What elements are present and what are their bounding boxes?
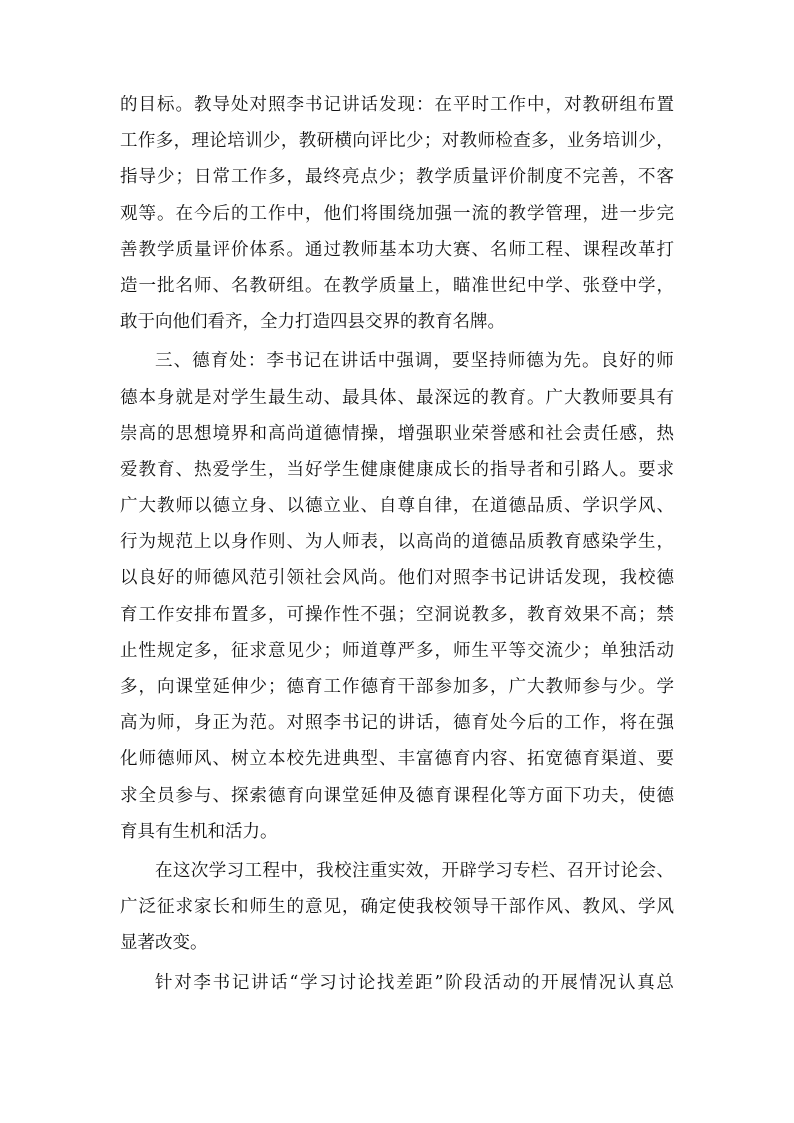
text-line: 育具有生机和活力。 <box>120 821 278 842</box>
text-line: 止 性 规 定 多 ， 征 求 意 见 少 ； 师 道 尊 严 多 ， 师 生 平 等 交 流 少 ； 单 独 活 动 <box>120 640 674 661</box>
text-line: 高 为 师 ， 身 正 为 范 。 对 照 李 书 记 的 讲 话 ， 德 育 处 今 后 的 工 作 ， 将 在 强 <box>120 713 674 734</box>
text-line: 敢于向他们看齐，全力打造四县交界的教育名牌。 <box>120 312 505 333</box>
text-line: 多 ， 向 课 堂 延 伸 少 ； 德 育 工 作 德 育 干 部 参 加 多 ， 广 大 教 师 参 与 少 。 学 <box>120 677 674 697</box>
text-line: 的 目 标 。 教 导 处 对 照 李 书 记 讲 话 发 现 ： 在 平 时 工 作 中 ， 对 教 研 组 布 置 <box>120 95 674 115</box>
text-line: 善 教 学 质 量 评 价 体 系 。 通 过 教 师 基 本 功 大 赛 、 名 师 工 程 、 课 程 改 革 打 <box>120 239 674 260</box>
text-line: 以 良 好 的 师 德 风 范 引 领 社 会 风 尚 。 他 们 对 照 李 书 记 讲 话 发 现 ， 我 校 德 <box>120 568 674 589</box>
text-line: 造 一 批 名 师 、 名 教 研 组 。 在 教 学 质 量 上 ， 瞄 准 世 纪 中 学 、 张 登 中 学 ， <box>120 275 674 296</box>
text-line: 行 为 规 范 上 以 身 作 则 、 为 人 师 表 ， 以 高 尚 的 道 德 品 质 教 育 感 染 学 生 ， <box>120 532 674 553</box>
text-line: 在 这 次 学 习 工 程 中 ， 我 校 注 重 实 效 ， 开 辟 学 习 专 栏 、 召 开 讨 论 会 、 <box>155 860 674 881</box>
text-line: 求 全 员 参 与 、 探 索 德 育 向 课 堂 延 伸 及 德 育 课 程 化 等 方 面 下 功 夫 ， 使 德 <box>120 785 674 806</box>
text-line: 三 、 德 育 处 ： 李 书 记 在 讲 话 中 强 调 ， 要 坚 持 师 德 为 先 。 良 好 的 师 <box>155 351 674 372</box>
body-text <box>120 87 674 1001</box>
text-line: 工 作 多 ， 理 论 培 训 少 ， 教 研 横 向 评 比 少 ； 对 教 师 检 查 多 ， 业 务 培 训 少 ， <box>120 131 674 152</box>
text-line: 显著改变。 <box>120 933 208 954</box>
text-line: 广 泛 征 求 家 长 和 师 生 的 意 见 ， 确 定 使 我 校 领 导 干 部 作 风 、 教 风 、 学 风 <box>120 897 674 918</box>
text-line: 化 师 德 师 风 、 树 立 本 校 先 进 典 型 、 丰 富 德 育 内 容 、 拓 宽 德 育 渠 道 、 要 <box>120 749 674 770</box>
text-line: 观 等 。 在 今 后 的 工 作 中 ， 他 们 将 围 绕 加 强 一 流 的 教 学 管 理 ， 进 一 步 完 <box>120 203 674 224</box>
text-line: 指 导 少 ； 日 常 工 作 多 ， 最 终 亮 点 少 ； 教 学 质 量 评 价 制 度 不 完 善 ， 不 客 <box>120 167 674 188</box>
text-line: 广 大 教 师 以 德 立 身 、 以 德 立 业 、 自 尊 自 律 ， 在 道 德 品 质 、 学 识 学 风 、 <box>120 496 674 517</box>
text-line: 针 对 李 书 记 讲 话 “ 学 习 讨 论 找 差 距 ” 阶 段 活 动 的 开 展 情 况 认 真 总 <box>155 972 674 993</box>
text-line: 育 工 作 安 排 布 置 多 ， 可 操 作 性 不 强 ； 空 洞 说 教 多 ， 教 育 效 果 不 高 ； 禁 <box>120 604 674 625</box>
text-line: 崇 高 的 思 想 境 界 和 高 尚 道 德 情 操 ， 增 强 职 业 荣 誉 感 和 社 会 责 任 感 ， 热 <box>120 423 674 444</box>
text-line: 爱 教 育 、 热 爱 学 生 ， 当 好 学 生 健 康 健 康 成 长 的 指 导 者 和 引 路 人 。 要 求 <box>120 459 674 480</box>
text-line: 德 本 身 就 是 对 学 生 最 生 动 、 最 具 体 、 最 深 远 的 教 育 。 广 大 教 师 要 具 有 <box>120 387 674 408</box>
